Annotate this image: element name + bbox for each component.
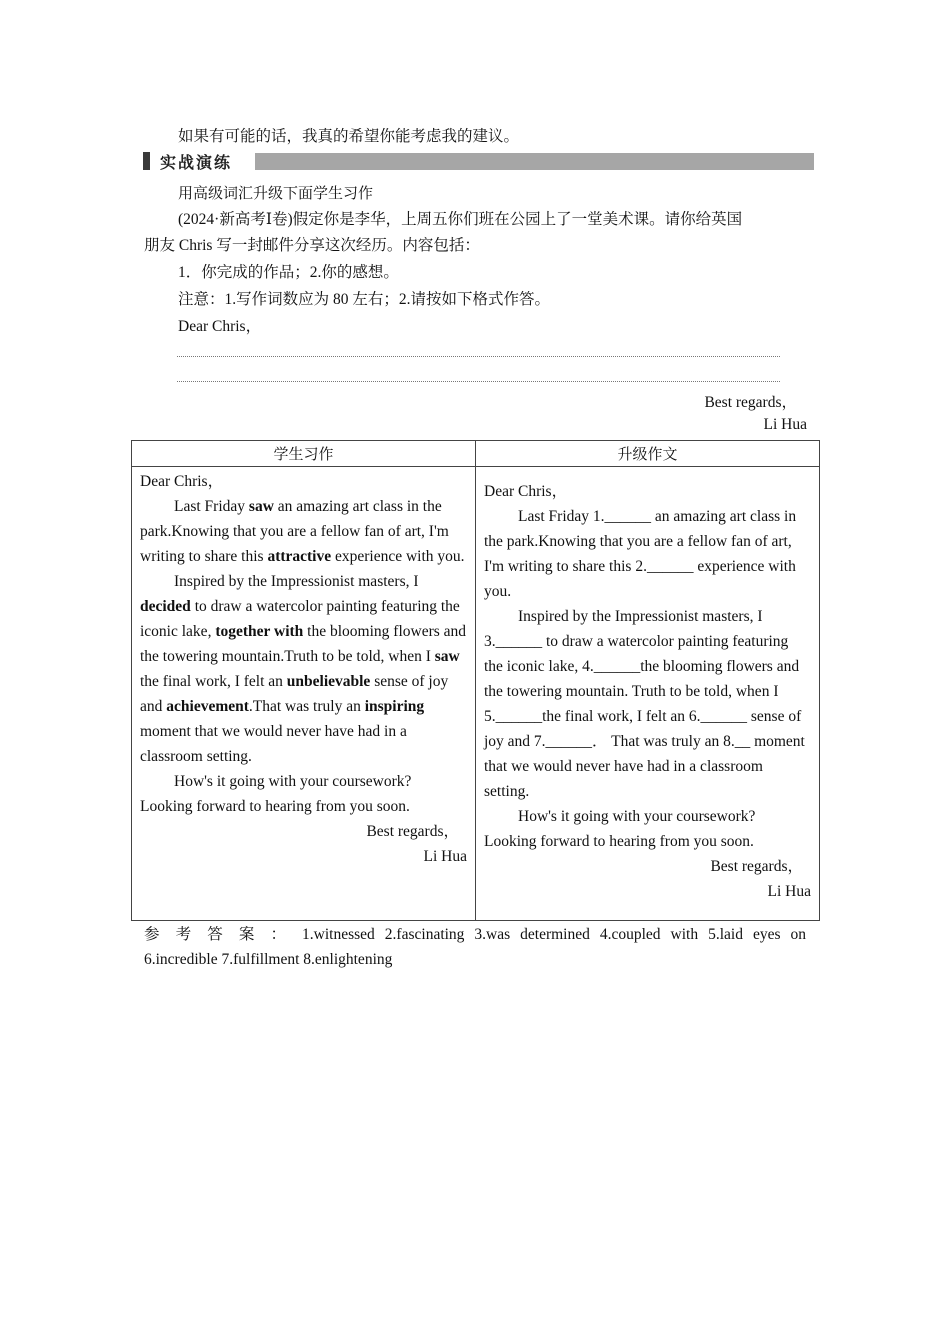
student-paragraph-1: Last Friday saw an amazing art class in the park.Knowing that you are a fellow fan of art, I'm writing to share this attractive experience with you. [140, 498, 465, 565]
section-marker [143, 152, 150, 170]
upgraded-paragraph-3: How's it going with your coursework? Looking forward to hearing from you soon. [484, 808, 756, 850]
highlight-word: saw [434, 648, 460, 665]
prompt-note: 注意：1.写作词数应为 80 左右；2.请按如下格式作答。 [178, 291, 551, 308]
student-closing: Best regards， [366, 823, 459, 840]
highlight-word: decided [140, 598, 191, 615]
upgraded-essay-cell [476, 467, 820, 921]
answer-key-line-1: 参 考 答 案 ： 1.witnessed 2.fascinating 3.was determined 4.coupled with 5.laid eyes on [144, 926, 806, 943]
upgraded-paragraph-2: Inspired by the Impressionist masters, I 3.______ to draw a watercolor painting featuring the iconic lake, 4.______the blooming flowers and the towering mountain. Truth to be told, when I 5.______the final work, I felt an 6.______ sense of joy and 7.______． That was truly an 8.__ moment that we would never have had in a classroom setting. [484, 608, 805, 800]
writing-line [177, 381, 780, 382]
highlight-word: unbelievable [286, 673, 371, 690]
table-header-upgraded: 升级作文 [476, 441, 820, 467]
upgraded-greeting: Dear Chris， [484, 483, 568, 500]
letter-closing: Best regards， [704, 394, 797, 411]
student-paragraph-3: How's it going with your coursework? Looking forward to hearing from you soon. [140, 773, 412, 815]
previous-text-line: 如果有可能的话，我真的希望你能考虑我的建议。 [178, 128, 520, 145]
section-title: 实战演练 [160, 153, 233, 172]
upgraded-paragraph-1: Last Friday 1.______ an amazing art class in the park.Knowing that you are a fellow fan of art, I'm writing to share this 2.______ experience with you. [484, 508, 797, 600]
answer-key-line-2: 6.incredible 7.fulfillment 8.enlightening [144, 951, 393, 968]
student-paragraph-2: Inspired by the Impressionist masters, I decided to draw a watercolor painting featuring the iconic lake, together with the blooming flowers and the towering mountain.Truth to be told, when I saw the final work, I felt an unbelievable sense of joy and achievement.That was truly an inspiring moment that we would never have had in a classroom setting. [140, 573, 467, 765]
prompt-points: 1．你完成的作品；2.你的感想。 [178, 264, 399, 281]
highlight-word: saw [248, 498, 274, 515]
highlight-word: together with [215, 623, 304, 640]
highlight-word: attractive [267, 548, 332, 565]
student-greeting: Dear Chris， [140, 473, 224, 490]
highlight-word: inspiring [364, 698, 425, 715]
upgraded-closing: Best regards， [710, 858, 803, 875]
prompt-line-1: (2024·新高考Ⅰ卷)假定你是李华，上周五你们班在公园上了一堂美术课。请你给英国 [178, 211, 743, 228]
upgraded-signature: Li Hua [767, 883, 811, 900]
task-heading: 用高级词汇升级下面学生习作 [178, 184, 374, 202]
prompt-line-2: 朋友 Chris 写一封邮件分享这次经历。内容包括： [144, 237, 480, 254]
letter-signature: Li Hua [763, 416, 807, 433]
highlight-word: achievement [166, 698, 249, 715]
student-signature: Li Hua [423, 848, 467, 865]
letter-greeting: Dear Chris， [178, 318, 262, 335]
table-header-student: 学生习作 [132, 441, 476, 467]
student-essay-cell [132, 467, 476, 921]
writing-line [177, 356, 780, 357]
section-divider-bar [255, 153, 814, 170]
section-header [143, 151, 814, 171]
comparison-table [131, 440, 820, 921]
